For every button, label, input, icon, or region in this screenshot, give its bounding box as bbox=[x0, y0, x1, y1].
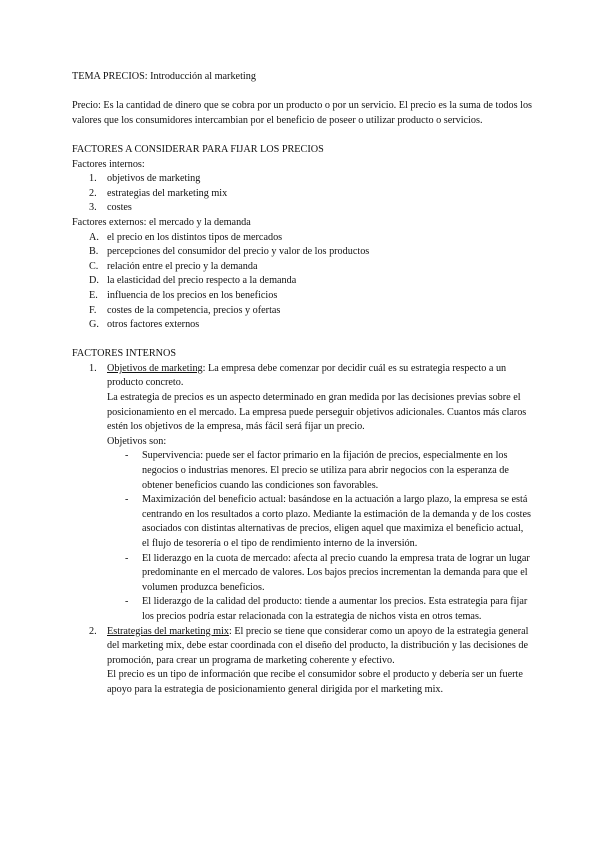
list-item-text: relación entre el precio y la demanda bbox=[107, 260, 258, 272]
list-item bbox=[72, 245, 532, 260]
objective-text: Maximización del beneficio actual: basándose en la actuación a largo plazo, la empresa se está centrando en los resultados a corto plazo. Mediante la estimación de la demanda y de los costes asociados con distintas alternativas de precios, eligen aquel que maximiza el beneficio actual, el flujo de tesorería o el tipo de rendimiento interno de la inversión. bbox=[142, 494, 531, 549]
section-title: Estrategias del marketing mix bbox=[107, 625, 229, 637]
dash-marker: - bbox=[125, 552, 129, 564]
spacer bbox=[72, 128, 532, 143]
list-item bbox=[72, 201, 532, 216]
list-item-text: la elasticidad del precio respecto a la demanda bbox=[107, 275, 297, 287]
section-body bbox=[107, 626, 529, 666]
objective-item bbox=[72, 595, 532, 624]
list-marker: E. bbox=[89, 289, 98, 301]
section-lead: : El precio se tiene que considerar como un apoyo de la estrategia general del marketing mix, debe estar coordinada con el diseño del producto, la distribución y las decisiones de promoción, para crear un programa de marketing coherente y efectivo. bbox=[107, 625, 529, 666]
list-item-text: costes de la competencia, precios y ofertas bbox=[107, 304, 281, 316]
list-item bbox=[72, 274, 532, 289]
list-marker: C. bbox=[89, 260, 99, 272]
dash-marker: - bbox=[125, 596, 129, 608]
dash-marker: - bbox=[125, 494, 129, 506]
objective-item bbox=[72, 449, 532, 493]
list-item-text: percepciones del consumidor del precio y valor de los productos bbox=[107, 246, 370, 258]
list-item bbox=[72, 187, 532, 202]
list-item-text: otros factores externos bbox=[107, 319, 200, 331]
internal-factors-heading: FACTORES INTERNOS bbox=[72, 348, 177, 360]
objective-text: Supervivencia: puede ser el factor primario en la fijación de precios, especialmente en los negocios o industrias menores. El precio se utiliza para abrir negocios con la esperanza de obtener beneficios cuando las condiciones son favorables. bbox=[142, 450, 509, 491]
list-item bbox=[72, 304, 532, 319]
objective-text: El liderazgo de la calidad del producto: tiende a aumentar los precios. Esta estrategia para fijar los precios podría estar relacionada con la estrategia de nichos vista en otros temas. bbox=[142, 596, 528, 622]
list-item-text: influencia de los precios en los beneficios bbox=[107, 289, 278, 301]
internal-factors-label: Factores internos: bbox=[72, 158, 145, 170]
list-item-text: el precio en los distintos tipos de mercados bbox=[107, 231, 283, 243]
list-item-text: objetivos de marketing bbox=[107, 173, 201, 185]
document-title: TEMA PRECIOS: Introducción al marketing bbox=[72, 71, 256, 82]
list-marker: 2. bbox=[89, 187, 97, 199]
section-marketing-objectives bbox=[72, 362, 532, 450]
section-paragraph: La estrategia de precios es un aspecto determinado en gran medida por las decisiones previas sobre el posicionamiento en el mercado. La empresa puede perseguir objetivos adicionales. Cuantos más claros estén los objetivos de la empresa, más fácil será fijar un precio. bbox=[107, 392, 527, 433]
section-marketing-mix bbox=[72, 625, 532, 698]
section-lead: : La empresa debe comenzar por decidir cuál es su estrategia respecto a un producto concreto. bbox=[107, 362, 507, 389]
list-marker: 1. bbox=[89, 362, 97, 374]
section-paragraph: El precio es un tipo de información que recibe el consumidor sobre el producto y debería ser un fuerte apoyo para la estrategia de posicionamiento general dirigida por el marketing mix. bbox=[107, 669, 523, 695]
spacer bbox=[72, 333, 532, 348]
dash-marker: - bbox=[125, 450, 129, 462]
list-marker: D. bbox=[89, 275, 99, 287]
objective-text: El liderazgo en la cuota de mercado: afecta al precio cuando la empresa trata de lograr un lugar predominante en el mercado de valores. Los bajos precios incrementan la demanda para que el volumen produzca beneficios. bbox=[142, 552, 530, 593]
section-title: Objetivos de marketing bbox=[107, 362, 203, 374]
list-marker: 1. bbox=[89, 173, 97, 185]
list-item bbox=[72, 260, 532, 275]
list-marker: 3. bbox=[89, 202, 97, 214]
objective-item bbox=[72, 552, 532, 596]
list-item-text: estrategias del marketing mix bbox=[107, 187, 228, 199]
list-marker: F. bbox=[89, 304, 97, 316]
objective-item bbox=[72, 493, 532, 551]
list-marker: B. bbox=[89, 246, 99, 258]
objectives-label: Objetivos son: bbox=[107, 435, 167, 447]
list-item bbox=[72, 289, 532, 304]
list-marker: G. bbox=[89, 319, 99, 331]
factors-heading: FACTORES A CONSIDERAR PARA FIJAR LOS PRECIOS bbox=[72, 143, 324, 155]
list-item bbox=[72, 318, 532, 333]
price-definition: Precio: Es la cantidad de dinero que se cobra por un producto o por un servicio. El precio es la suma de todos los valores que los consumidores intercambian por el beneficio de poseer o utilizar producto o servicios. bbox=[72, 100, 533, 126]
section-body bbox=[107, 363, 506, 389]
spacer bbox=[72, 85, 532, 100]
document-page bbox=[72, 70, 532, 698]
list-marker: A. bbox=[89, 231, 99, 243]
list-marker: 2. bbox=[89, 625, 97, 637]
list-item bbox=[72, 231, 532, 246]
list-item bbox=[72, 172, 532, 187]
list-item-text: costes bbox=[107, 202, 132, 214]
external-factors-label: Factores externos: el mercado y la demanda bbox=[72, 216, 251, 228]
